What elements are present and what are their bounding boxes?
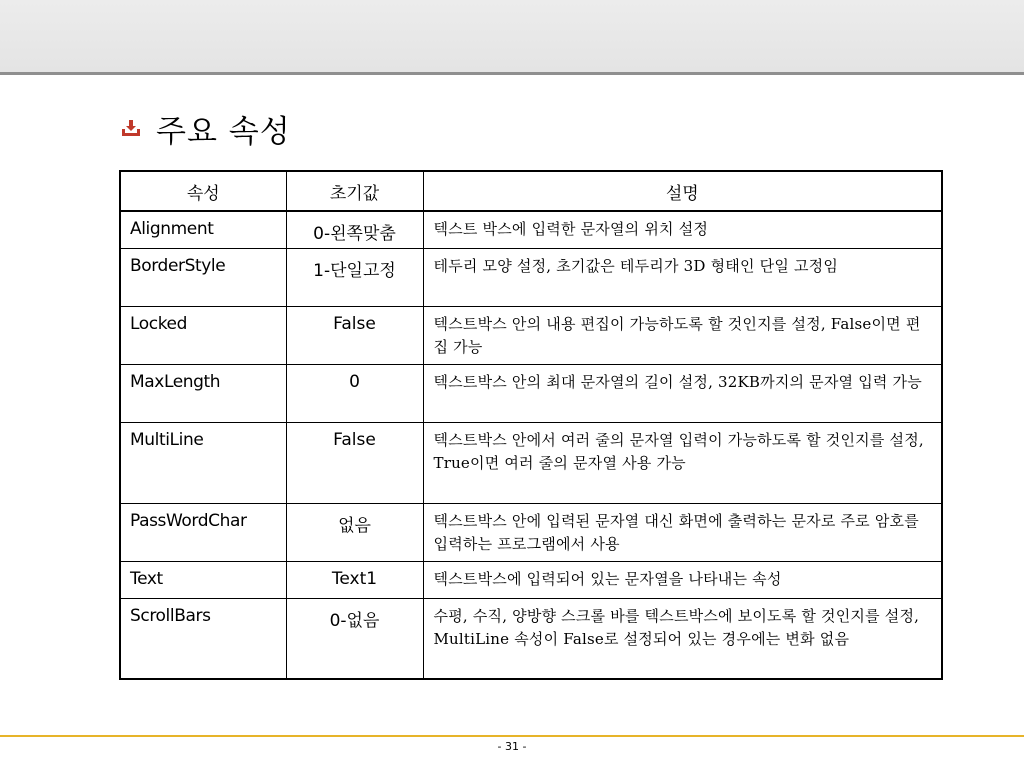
page-number: - 31 -: [497, 740, 527, 753]
table-header-row: [120, 171, 942, 211]
table-row: [120, 306, 942, 364]
table-row: [120, 561, 942, 598]
header-default: 초기값: [286, 171, 423, 211]
default-value: 0-없음: [286, 598, 423, 679]
header-property: 속성: [120, 171, 286, 211]
property-name: Locked: [120, 306, 286, 364]
slide-title: 주요 속성: [156, 113, 291, 150]
default-value: Text1: [286, 561, 423, 598]
default-value: False: [286, 422, 423, 503]
header-band-divider: [0, 72, 1024, 75]
default-value: 없음: [286, 503, 423, 561]
property-name: MultiLine: [120, 422, 286, 503]
property-description: 텍스트박스 안에 입력된 문자열 대신 화면에 출력하는 문자로 주로 암호를 입력하는 프로그램에서 사용: [423, 503, 942, 561]
property-description: 텍스트 박스에 입력한 문자열의 위치 설정: [423, 211, 942, 248]
default-value: 0-왼쪽맞춤: [286, 211, 423, 248]
property-description: 텍스트박스에 입력되어 있는 문자열을 나타내는 속성: [423, 561, 942, 598]
download-arrow-icon: [120, 117, 142, 139]
header-description: 설명: [423, 171, 942, 211]
default-value: False: [286, 306, 423, 364]
table-row: [120, 211, 942, 248]
property-name: MaxLength: [120, 364, 286, 422]
table-row: [120, 503, 942, 561]
property-name: BorderStyle: [120, 248, 286, 306]
property-name: Text: [120, 561, 286, 598]
property-description: 테두리 모양 설정, 초기값은 테두리가 3D 형태인 단일 고정임: [423, 248, 942, 306]
table-row: [120, 248, 942, 306]
table-row: [120, 364, 942, 422]
property-name: PassWordChar: [120, 503, 286, 561]
header-band: [0, 0, 1024, 72]
table-row: [120, 598, 942, 679]
property-name: Alignment: [120, 211, 286, 248]
property-description: 텍스트박스 안에서 여러 줄의 문자열 입력이 가능하도록 할 것인지를 설정, True이면 여러 줄의 문자열 사용 가능: [423, 422, 942, 503]
properties-table: [119, 170, 943, 680]
default-value: 1-단일고정: [286, 248, 423, 306]
property-description: 텍스트박스 안의 내용 편집이 가능하도록 할 것인지를 설정, False이면 편집 가능: [423, 306, 942, 364]
footer-divider: [0, 735, 1024, 737]
table-row: [120, 422, 942, 503]
default-value: 0: [286, 364, 423, 422]
property-description: 텍스트박스 안의 최대 문자열의 길이 설정, 32KB까지의 문자열 입력 가능: [423, 364, 942, 422]
title-row: [120, 108, 291, 148]
property-description: 수평, 수직, 양방향 스크롤 바를 텍스트박스에 보이도록 할 것인지를 설정, MultiLine 속성이 False로 설정되어 있는 경우에는 변화 없음: [423, 598, 942, 679]
property-name: ScrollBars: [120, 598, 286, 679]
